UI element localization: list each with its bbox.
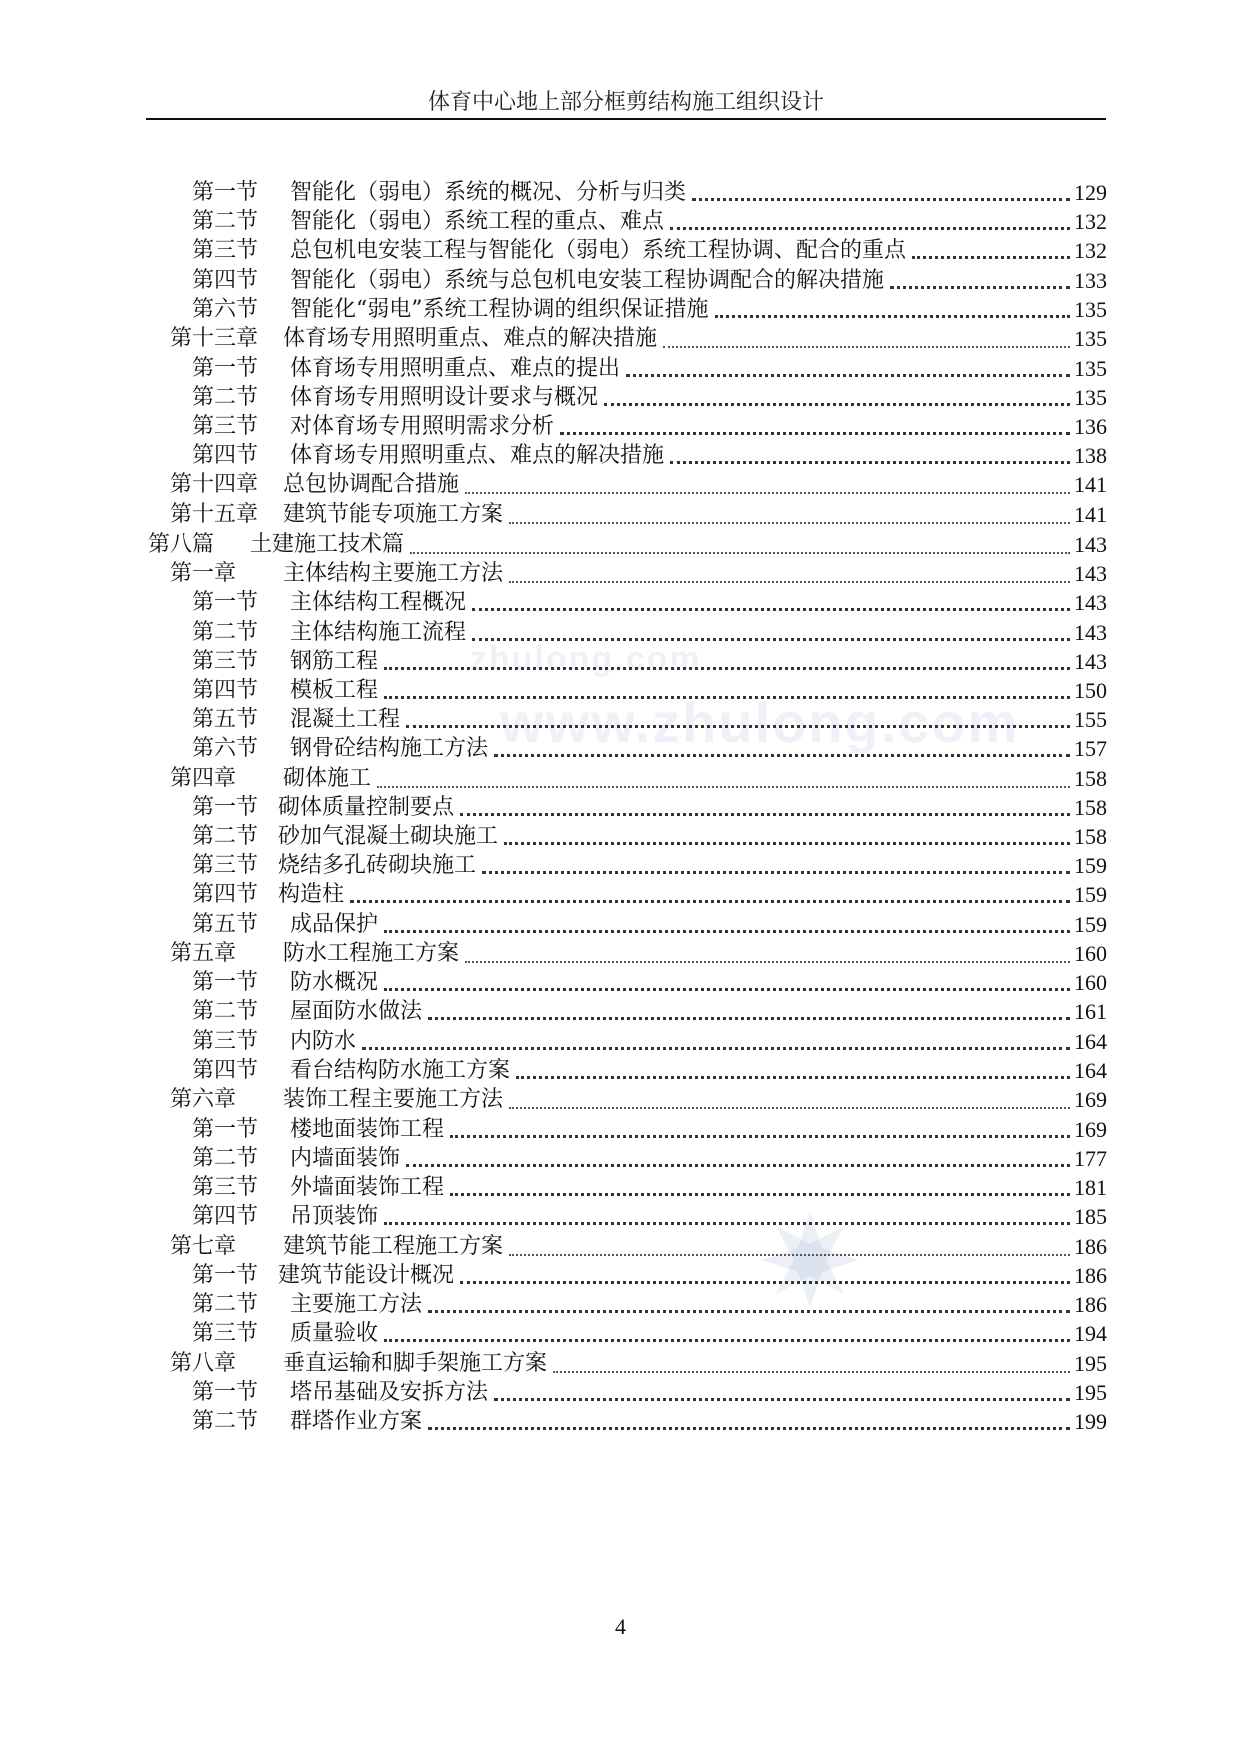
toc-entry-page: 159 — [1074, 912, 1107, 937]
toc-entry-title: 砂加气混凝土砌块施工 — [278, 824, 499, 849]
toc-entry[interactable] — [0, 1378, 1241, 1408]
toc-entry-page: 141 — [1074, 472, 1107, 497]
toc-entry-page: 135 — [1074, 385, 1107, 410]
toc-entry-title: 内防水 — [290, 1029, 357, 1054]
toc-entry-title: 砌体施工 — [283, 766, 372, 791]
toc-entry-number: 第一节 — [192, 1117, 259, 1142]
toc-dot-leader — [509, 522, 1070, 524]
toc-entry-title: 垂直运输和脚手架施工方案 — [283, 1351, 548, 1376]
toc-entry-page: 186 — [1074, 1263, 1107, 1288]
toc-entry[interactable] — [0, 764, 1241, 794]
toc-entry-number: 第三节 — [192, 414, 259, 439]
toc-entry-title: 看台结构防水施工方案 — [290, 1058, 511, 1083]
toc-entry-number: 第十三章 — [170, 326, 259, 351]
toc-entry-number: 第一节 — [192, 1380, 259, 1405]
toc-entry-page: 143 — [1074, 532, 1107, 557]
toc-entry-title: 总包机电安装工程与智能化（弱电）系统工程协调、配合的重点 — [290, 238, 907, 263]
toc-entry[interactable] — [0, 559, 1241, 589]
toc-dot-leader — [450, 1193, 1070, 1196]
toc-entry-title: 钢骨砼结构施工方法 — [290, 736, 489, 761]
toc-entry-page: 185 — [1074, 1204, 1107, 1229]
toc-dot-leader — [509, 1107, 1070, 1109]
toc-entry-title: 模板工程 — [290, 678, 379, 703]
toc-dot-leader — [472, 638, 1070, 641]
toc-entry-page: 135 — [1074, 297, 1107, 322]
toc-dot-leader — [384, 988, 1070, 991]
toc-dot-leader — [509, 1254, 1070, 1256]
toc-entry-page: 150 — [1074, 678, 1107, 703]
toc-entry[interactable] — [0, 207, 1241, 237]
toc-entry-page: 143 — [1074, 561, 1107, 586]
toc-dot-leader — [494, 754, 1070, 757]
toc-entry[interactable] — [0, 588, 1241, 618]
toc-entry-number: 第八篇 — [148, 532, 215, 557]
toc-dot-leader — [516, 1076, 1070, 1079]
toc-entry-page: 160 — [1074, 970, 1107, 995]
toc-entry-page: 186 — [1074, 1292, 1107, 1317]
toc-entry-number: 第三节 — [192, 1321, 259, 1346]
toc-entry-page: 159 — [1074, 853, 1107, 878]
toc-entry-number: 第三节 — [192, 1029, 259, 1054]
toc-entry-title: 智能化（弱电）系统工程的重点、难点 — [290, 209, 665, 234]
toc-entry[interactable] — [0, 470, 1241, 500]
toc-dot-leader — [912, 256, 1070, 259]
toc-entry-title: 钢筋工程 — [290, 649, 379, 674]
toc-entry-number: 第五节 — [192, 912, 259, 937]
toc-entry-page: 132 — [1074, 209, 1107, 234]
toc-entry-title: 屋面防水做法 — [290, 999, 423, 1024]
toc-entry[interactable] — [0, 1319, 1241, 1349]
toc-entry-title: 质量验收 — [290, 1321, 379, 1346]
toc-entry-title: 群塔作业方案 — [290, 1409, 423, 1434]
toc-entry[interactable] — [0, 1056, 1241, 1086]
toc-entry-number: 第五章 — [170, 941, 237, 966]
toc-entry-number: 第一节 — [192, 1263, 259, 1288]
toc-entry[interactable] — [0, 676, 1241, 706]
toc-entry-page: 159 — [1074, 882, 1107, 907]
toc-dot-leader — [384, 930, 1070, 933]
toc-entry-title: 对体育场专用照明需求分析 — [290, 414, 555, 439]
toc-entry[interactable] — [0, 383, 1241, 413]
toc-dot-leader — [663, 346, 1070, 348]
toc-entry-title: 智能化“弱电”系统工程协调的组织保证措施 — [290, 297, 709, 322]
toc-entry-number: 第四节 — [192, 678, 259, 703]
toc-entry[interactable] — [0, 1173, 1241, 1203]
toc-entry-number: 第十五章 — [170, 502, 259, 527]
toc-entry-number: 第三节 — [192, 649, 259, 674]
toc-entry[interactable] — [0, 1407, 1241, 1437]
toc-entry-title: 烧结多孔砖砌块施工 — [278, 853, 477, 878]
toc-entry-title: 体育场专用照明设计要求与概况 — [290, 385, 599, 410]
toc-entry-page: 133 — [1074, 268, 1107, 293]
toc-entry-title: 总包协调配合措施 — [283, 472, 460, 497]
toc-dot-leader — [362, 1047, 1070, 1050]
toc-entry-title: 主体结构施工流程 — [290, 620, 467, 645]
toc-entry-title: 建筑节能专项施工方案 — [283, 502, 504, 527]
header-rule — [146, 118, 1106, 120]
toc-entry[interactable] — [0, 1290, 1241, 1320]
toc-entry[interactable] — [0, 734, 1241, 764]
toc-entry-title: 防水概况 — [290, 970, 379, 995]
toc-entry-page: 155 — [1074, 707, 1107, 732]
toc-entry-title: 吊顶装饰 — [290, 1204, 379, 1229]
toc-dot-leader — [410, 552, 1070, 554]
toc-entry-number: 第八章 — [170, 1351, 237, 1376]
toc-entry[interactable] — [0, 441, 1241, 471]
toc-dot-leader — [560, 432, 1070, 435]
toc-entry-number: 第三节 — [192, 1175, 259, 1200]
toc-entry-number: 第二节 — [192, 1409, 259, 1434]
toc-entry-number: 第一章 — [170, 561, 237, 586]
toc-entry-title: 智能化（弱电）系统的概况、分析与归类 — [290, 180, 687, 205]
toc-dot-leader — [384, 696, 1070, 699]
page-number: 4 — [615, 1614, 626, 1639]
toc-entry[interactable] — [0, 1085, 1241, 1115]
toc-entry-number: 第五节 — [192, 707, 259, 732]
toc-dot-leader — [670, 461, 1070, 464]
toc-entry[interactable] — [0, 910, 1241, 940]
toc-dot-leader — [715, 315, 1070, 318]
toc-entry[interactable] — [0, 1115, 1241, 1145]
watermark-text-large: www.zhulong.com — [500, 691, 1020, 754]
toc-entry-number: 第一节 — [192, 970, 259, 995]
toc-dot-leader — [472, 608, 1070, 611]
toc-dot-leader — [465, 961, 1070, 963]
toc-dot-leader — [504, 842, 1070, 845]
toc-entry-title: 装饰工程主要施工方法 — [283, 1087, 504, 1112]
toc-entry[interactable] — [0, 500, 1241, 530]
toc-dot-leader — [460, 1281, 1070, 1284]
toc-entry-number: 第四节 — [192, 1204, 259, 1229]
toc-dot-leader — [428, 1017, 1070, 1020]
toc-entry[interactable] — [0, 324, 1241, 354]
toc-entry-title: 防水工程施工方案 — [283, 941, 460, 966]
toc-entry-page: 143 — [1074, 590, 1107, 615]
toc-entry[interactable] — [0, 618, 1241, 648]
toc-entry[interactable] — [0, 822, 1241, 852]
toc-dot-leader — [604, 403, 1070, 406]
toc-entry-number: 第四章 — [170, 766, 237, 791]
toc-entry-page: 195 — [1074, 1351, 1107, 1376]
toc-entry[interactable] — [0, 647, 1241, 677]
toc-entry-title: 塔吊基础及安拆方法 — [290, 1380, 489, 1405]
toc-entry-title: 楼地面装饰工程 — [290, 1117, 445, 1142]
toc-entry-number: 第二节 — [192, 824, 259, 849]
toc-entry-number: 第六节 — [192, 736, 259, 761]
toc-entry-page: 194 — [1074, 1321, 1107, 1346]
toc-entry-page: 199 — [1074, 1409, 1107, 1434]
toc-entry[interactable] — [0, 939, 1241, 969]
toc-dot-leader — [460, 813, 1070, 816]
toc-entry-number: 第一节 — [192, 590, 259, 615]
toc-entry[interactable] — [0, 236, 1241, 266]
toc-entry[interactable] — [0, 1232, 1241, 1262]
toc-dot-leader — [450, 1135, 1070, 1138]
toc-entry-title: 主要施工方法 — [290, 1292, 423, 1317]
toc-entry[interactable] — [0, 1202, 1241, 1232]
toc-entry-page: 141 — [1074, 502, 1107, 527]
toc-entry-page: 136 — [1074, 414, 1107, 439]
toc-entry-page: 169 — [1074, 1087, 1107, 1112]
page-header-title: 体育中心地上部分框剪结构施工组织设计 — [427, 90, 824, 115]
toc-entry-title: 砌体质量控制要点 — [278, 795, 455, 820]
toc-entry-title: 外墙面装饰工程 — [290, 1175, 445, 1200]
toc-entry-page: 135 — [1074, 326, 1107, 351]
toc-entry[interactable] — [0, 1261, 1241, 1291]
toc-dot-leader — [428, 1427, 1070, 1430]
toc-entry-number: 第二节 — [192, 999, 259, 1024]
toc-entry[interactable] — [0, 178, 1241, 208]
toc-entry-number: 第二节 — [192, 1146, 259, 1171]
toc-entry[interactable] — [0, 1144, 1241, 1174]
toc-entry-number: 第二节 — [192, 1292, 259, 1317]
toc-entry[interactable] — [0, 354, 1241, 384]
toc-entry-page: 158 — [1074, 824, 1107, 849]
toc-entry-page: 138 — [1074, 443, 1107, 468]
toc-entry[interactable] — [0, 1027, 1241, 1057]
toc-entry-page: 195 — [1074, 1380, 1107, 1405]
toc-entry-title: 体育场专用照明重点、难点的解决措施 — [283, 326, 658, 351]
toc-entry-number: 第四节 — [192, 1058, 259, 1083]
toc-entry-title: 主体结构工程概况 — [290, 590, 467, 615]
toc-entry-number: 第四节 — [192, 268, 259, 293]
toc-dot-leader — [670, 227, 1070, 230]
toc-entry-number: 第一节 — [192, 795, 259, 820]
toc-entry-page: 164 — [1074, 1029, 1107, 1054]
toc-dot-leader — [377, 786, 1070, 788]
toc-entry-number: 第二节 — [192, 385, 259, 410]
toc-entry[interactable] — [0, 295, 1241, 325]
toc-entry-number: 第六节 — [192, 297, 259, 322]
toc-entry-page: 160 — [1074, 941, 1107, 966]
toc-entry-title: 建筑节能设计概况 — [278, 1263, 455, 1288]
toc-entry-page: 164 — [1074, 1058, 1107, 1083]
toc-entry-page: 158 — [1074, 766, 1107, 791]
toc-entry-title: 混凝土工程 — [290, 707, 401, 732]
toc-entry-page: 186 — [1074, 1234, 1107, 1259]
toc-dot-leader — [509, 581, 1070, 583]
toc-entry-title: 构造柱 — [278, 882, 345, 907]
toc-entry[interactable] — [0, 793, 1241, 823]
toc-entry-number: 第六章 — [170, 1087, 237, 1112]
toc-dot-leader — [406, 1164, 1070, 1167]
toc-entry-number: 第四节 — [192, 443, 259, 468]
toc-entry[interactable] — [0, 968, 1241, 998]
toc-entry-title: 土建施工技术篇 — [250, 532, 405, 557]
toc-entry-page: 157 — [1074, 736, 1107, 761]
toc-entry-page: 132 — [1074, 238, 1107, 263]
toc-entry-title: 内墙面装饰 — [290, 1146, 401, 1171]
toc-entry-title: 成品保护 — [290, 912, 379, 937]
toc-entry-page: 143 — [1074, 620, 1107, 645]
toc-entry[interactable] — [0, 1349, 1241, 1379]
toc-entry-number: 第七章 — [170, 1234, 237, 1259]
toc-entry[interactable] — [0, 412, 1241, 442]
toc-dot-leader — [692, 198, 1070, 201]
toc-entry-title: 建筑节能工程施工方案 — [283, 1234, 504, 1259]
toc-entry[interactable] — [0, 880, 1241, 910]
toc-dot-leader — [406, 725, 1070, 728]
toc-entry[interactable] — [0, 266, 1241, 296]
toc-dot-leader — [626, 374, 1070, 377]
toc-dot-leader — [553, 1371, 1070, 1373]
toc-entry-page: 177 — [1074, 1146, 1107, 1171]
toc-entry[interactable] — [0, 851, 1241, 881]
toc-entry-title: 主体结构主要施工方法 — [283, 561, 504, 586]
toc-entry-number: 第十四章 — [170, 472, 259, 497]
toc-dot-leader — [890, 286, 1070, 289]
toc-entry-page: 181 — [1074, 1175, 1107, 1200]
toc-entry-page: 129 — [1074, 180, 1107, 205]
toc-entry-page: 169 — [1074, 1117, 1107, 1142]
toc-dot-leader — [350, 900, 1070, 903]
toc-dot-leader — [428, 1310, 1070, 1313]
toc-entry-page: 143 — [1074, 649, 1107, 674]
toc-entry-page: 158 — [1074, 795, 1107, 820]
toc-dot-leader — [384, 667, 1070, 670]
toc-entry-title: 体育场专用照明重点、难点的解决措施 — [290, 443, 665, 468]
toc-dot-leader — [384, 1339, 1070, 1342]
toc-entry-number: 第四节 — [192, 882, 259, 907]
toc-dot-leader — [482, 871, 1070, 874]
toc-entry-number: 第一节 — [192, 180, 259, 205]
toc-entry-number: 第三节 — [192, 853, 259, 878]
toc-entry-number: 第二节 — [192, 620, 259, 645]
toc-entry-number: 第三节 — [192, 238, 259, 263]
toc-entry[interactable] — [0, 997, 1241, 1027]
toc-entry-number: 第二节 — [192, 209, 259, 234]
toc-entry[interactable] — [0, 705, 1241, 735]
toc-dot-leader — [494, 1398, 1070, 1401]
toc-entry[interactable] — [0, 530, 1241, 560]
watermark-text: zhulong.com — [470, 640, 702, 678]
toc-dot-leader — [384, 1222, 1070, 1225]
toc-entry-page: 161 — [1074, 999, 1107, 1024]
toc-entry-page: 135 — [1074, 356, 1107, 381]
toc-entry-number: 第一节 — [192, 356, 259, 381]
toc-dot-leader — [465, 492, 1070, 494]
toc-entry-title: 智能化（弱电）系统与总包机电安装工程协调配合的解决措施 — [290, 268, 885, 293]
toc-entry-title: 体育场专用照明重点、难点的提出 — [290, 356, 621, 381]
